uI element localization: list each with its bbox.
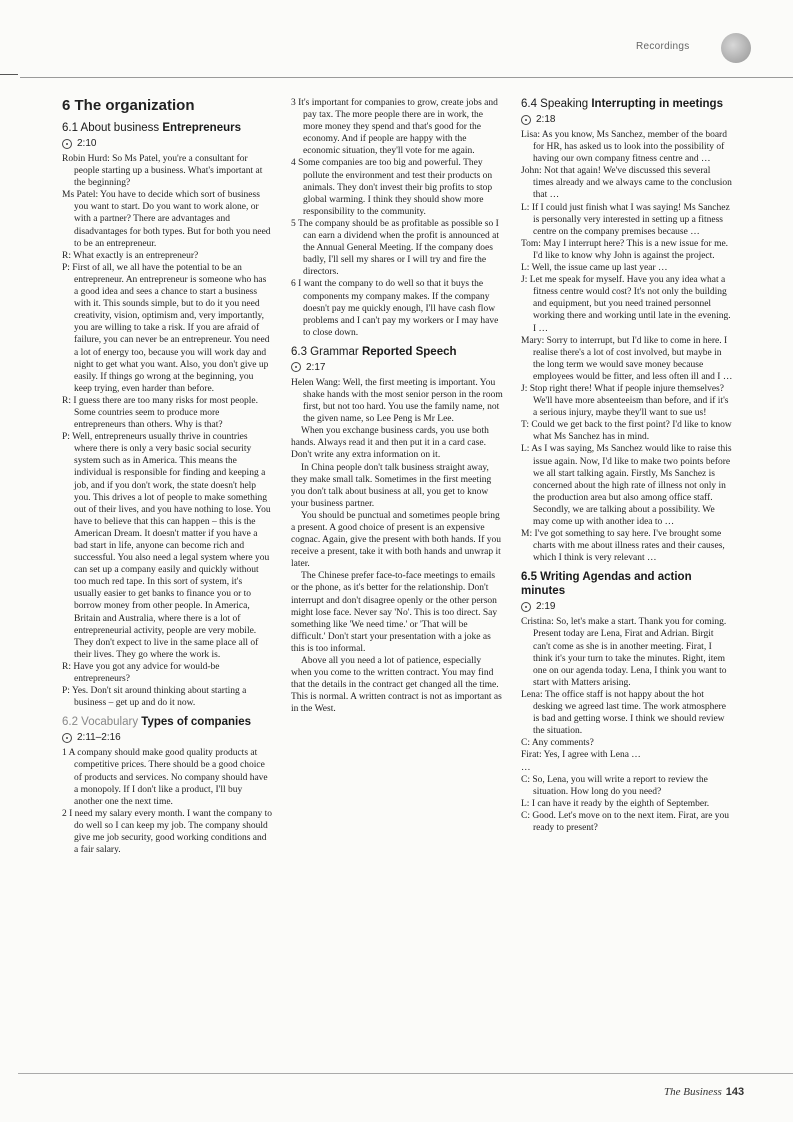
section-number: 6.4 Speaking [521, 98, 592, 110]
dialogue-line: P: Yes. Don't sit around thinking about starting a business – get up and do it now. [62, 686, 247, 709]
audio-cd-icon [62, 733, 72, 743]
section-number: 6.3 Grammar [291, 345, 362, 358]
track-label [521, 113, 733, 126]
dialogue-line: M: I've got something to say here. I've brought some charts with me about illness rates and their causes, which I think is very relevant … [521, 529, 725, 564]
section-number: 6.1 About business [62, 122, 163, 134]
dialogue-line: Mary: Sorry to interrupt, but I'd like to come in here. I realise there's a lot of cost involved, but maybe in the long term we would save money because employees would be fitter, and less often ill and I … [521, 335, 733, 382]
audio-cd-icon [521, 602, 531, 612]
unit-title: 6 The organization [62, 97, 195, 114]
dialogue-line: R: I guess there are too many risks for most people. Some countries seem to produce more entrepreneurs than others. Why is that? [62, 395, 259, 431]
section-6-1-heading [62, 121, 272, 135]
section-topic: Entrepreneurs [162, 122, 241, 134]
dialogue-line: C: So, Lena, you will write a report to review the situation. How long do you need? [521, 774, 708, 797]
paragraph: In China people don't talk business straight away, they make small talk. Sometimes in the first meeting you don't talk about business at all, you get to know your business partner. [291, 462, 492, 509]
dialogue-line: C: Good. Let's move on to the next item. Firat, are you ready to present? [521, 810, 730, 833]
bottom-rule [18, 1073, 793, 1074]
paragraph: The Chinese prefer face-to-face meetings to emails or the phone, as it's better for the relationship. Don't interrupt and don't disagree openly or the other person might lose face. Never say 'No'. This is too direct. Say something like 'We need time.' or 'That will be difficult.' Don't start your presentation with a joke as this is too informal. [291, 571, 498, 654]
track-number: 2:11–2:16 [77, 732, 121, 744]
track-number: 2:19 [536, 601, 556, 613]
dialogue-line: L: I can have it ready by the eighth of September. [521, 798, 710, 809]
section-topic: Interrupting in meetings [591, 98, 723, 110]
dialogue-line: T: Could we get back to the first point? I'd like to know what Ms Sanchez has in mind. [521, 420, 732, 443]
section-6-4-heading [521, 97, 733, 111]
section-number: 6.2 Vocabulary [62, 716, 142, 729]
track-number: 2:18 [536, 114, 556, 125]
dialogue-line: R: What exactly is an entrepreneur? [62, 250, 199, 261]
running-header: Recordings [636, 41, 690, 52]
column-1 [62, 97, 272, 856]
book-brand: The Business [664, 1086, 722, 1098]
section-6-2-heading [62, 715, 272, 729]
dialogue-line: L: Well, the issue came up last year … [521, 263, 668, 274]
section-6-5-heading [521, 570, 733, 598]
numbered-item: 3 It's important for companies to grow, create jobs and pay tax. The more people there are in work, the more money they spend and that's good for the economy. And if people are happy with the economic situation, they'll vote for me again. [291, 98, 498, 157]
column-2 [291, 97, 503, 716]
section-topic: Reported Speech [361, 345, 457, 358]
dialogue-line: J: Stop right there! What if people injure themselves? We'll have more absenteeism than before, and if it's a serious injury, maybe they'll want to sue us! [521, 383, 729, 419]
dialogue-line: L: As I was saying, Ms Sanchez would like to raise this issue again. Now, I'd like to make two points before we all start talking again. Firstly, Ms Sanchez is concerned about the high rate of illness not only in the production area but also among office staff. Secondly, we are talking about a possibility. We may come up with another idea to … [521, 444, 732, 527]
numbered-item: 6 I want the company to do well so that it buys the components my company makes. If the company doesn't pay me quickly enough, I'll have cash flow problems and I can't pay my workers or I may have to close down. [291, 279, 499, 338]
dialogue-line: Firat: Yes, I agree with Lena … [521, 750, 641, 761]
dialogue-line: J: Let me speak for myself. Have you any idea what a fitness centre would cost? It's not only the building and equipment, but you need trained personnel working there and working until late in the evening. I … [521, 275, 731, 334]
numbered-item: 5 The company should be as profitable as possible so I can earn a dividend when the profit is announced at the Annual General Meeting. If the company does badly, I'll sell my shares or I will try and fire the directors. [291, 218, 499, 278]
dialogue-line: Helen Wang: Well, the first meeting is important. You shake hands with the most senior person in the room first, but not too hard. You use the family name, not the given name, so Lee Peng is Mr Lee. [291, 377, 503, 425]
numbered-item: 1 A company should make good quality products at competitive prices. There should be a good choice of products and services. No company should have a monopoly. If I don't like a product, I'll buy another one the next time. [62, 748, 268, 807]
section-title: 6.5 Writing Agendas and action minutes [521, 571, 692, 598]
dialogue-line: Lena: The office staff is not happy about the hot desking we agreed last time. The work atmosphere is bad and getting worse. I think we should review the situation. [521, 689, 726, 737]
dialogue-line: C: Any comments? [521, 738, 594, 749]
paragraph: You should be punctual and sometimes people bring a present. A good choice of present is an expensive cognac. Again, give the present with both hands. If you receive a present, take it with both hands and unwrap it later. [291, 510, 502, 570]
section-tab-disc [721, 33, 751, 63]
paragraph: Above all you need a lot of patience, especially when you come to the written contract. You may find that the details in the contract get changed all the time. This is normal. A written contract is not as important as in the West. [291, 656, 502, 715]
page-footer [664, 1086, 744, 1098]
audio-cd-icon [291, 362, 301, 372]
dialogue-line: … [521, 762, 531, 773]
dialogue-line: P: Well, entrepreneurs usually thrive in countries where there is only a very basic social security system such as in America. This means the individual is responsible for finding and keeping a job, and if you don't work, the state doesn't help you. This drives a lot of people to make something out of their lives, and you have nothing to lose. You have to believe that this can happen – this is the American Dream. It doesn't matter if you have a bad start in life, anyone can become rich and successful. You also need a legal system where you can set up a company easily and quickly without too much red tape. In this sort of system, it's usually easier to get banks to finance you or to borrow money from other people. In America, Britain and Australia, where there is a lot of entrepreneurial activity, people are very mobile. They don't expect to live in the same place all of their lives. They go where the work is. [62, 432, 271, 660]
dialogue-line: Lisa: As you know, Ms Sanchez, member of the board for HR, has asked us to look into the possibility of having our own company fitness centre and … [521, 130, 727, 165]
track-label [291, 361, 503, 374]
numbered-item: 2 I need my salary every month. I want the company to do well so I can keep my job. The company should give me job security, good working conditions and a fair salary. [62, 808, 272, 856]
dialogue-line: Cristina: So, let's make a start. Thank you for coming. Present today are Lena, Firat and Adrian. Birgit can't come as she is in another meeting. Firat, I think it's your turn to take the minutes. Right, item one on our agenda today. Lena, I think you want to start with Matters arising. [521, 617, 727, 688]
dialogue-line: R: Have you got any advice for would-be entrepreneurs? [62, 661, 220, 685]
dialogue-line: Ms Patel: You have to decide which sort of business you want to start. Do you want to work alone, or with a partner? There are advantages and disadvantages for both types. But for both you need to be an entrepreneur. [62, 190, 271, 249]
audio-cd-icon [62, 139, 72, 149]
dialogue-line: P: First of all, we all have the potential to be an entrepreneur. An entrepreneur is someone who has a good idea and sees a chance to start a business with it. This sounds simple, but to do it you need creativity, vision, optimism and, very importantly, you are willing to take a risk. If you are afraid of failure, you can never be an entrepreneur. You need a lot of energy too, because you will work day and night to get what you want. Also, you don't give up easily. If things go wrong at the beginning, you keep trying, even harder than before. [62, 262, 270, 394]
paragraph: When you exchange business cards, you use both hands. Always read it and then put it in a card case. Don't write any extra information on it. [291, 426, 489, 461]
track-number: 2:10 [77, 138, 97, 149]
dialogue-line: Robin Hurd: So Ms Patel, you're a consultant for people starting up a business. What's important at the beginning? [62, 154, 263, 189]
dialogue-line: Tom: May I interrupt here? This is a new issue for me. I'd like to know why John is against the project. [521, 238, 729, 261]
audio-cd-icon [521, 115, 531, 125]
section-6-3-heading [291, 345, 503, 359]
top-rule [20, 77, 793, 78]
track-label [62, 137, 272, 150]
column-3 [521, 97, 733, 834]
track-number: 2:17 [306, 361, 326, 373]
dialogue-line: John: Not that again! We've discussed this several times already and we always came to the conclusion that … [521, 166, 732, 201]
margin-mark [0, 74, 18, 75]
page-number: 143 [725, 1086, 745, 1098]
numbered-item: 4 Some companies are too big and powerful. They pollute the environment and test their products on animals. They don't invest their big profits to stop global warming. I think they should show more responsibility to the community. [291, 158, 493, 217]
track-label [62, 731, 272, 744]
dialogue-line: L: If I could just finish what I was saying! Ms Sanchez is personally very interested in setting up a fitness centre on the company premises because … [521, 202, 730, 237]
track-label [521, 600, 733, 613]
section-topic: Types of companies [141, 716, 251, 729]
